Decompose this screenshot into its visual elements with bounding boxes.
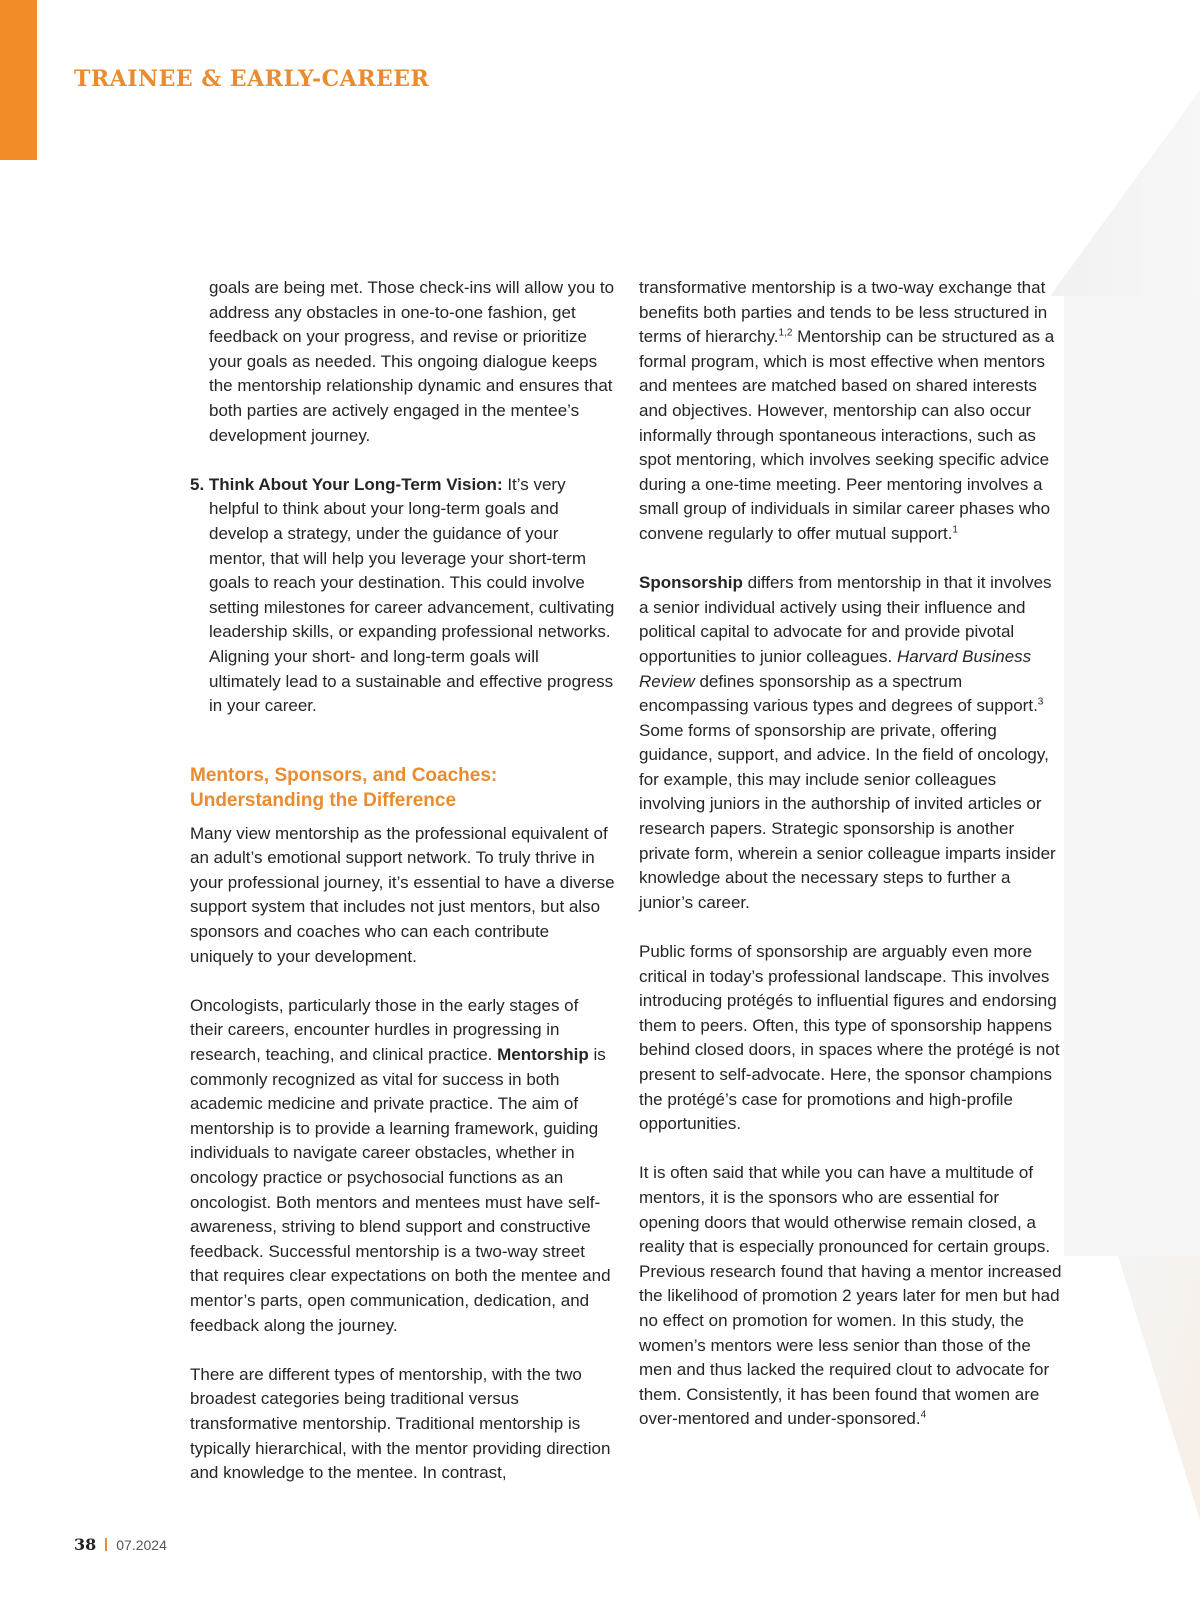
paragraph [639, 571, 1064, 915]
paragraph: Many view mentorship as the professional equivalent of an adult’s emotional support network. To truly thrive in your professional journey, it’s essential to have a diverse support system that includes not just mentors, but also sponsors and coaches who can each contribute uniquely to your development. [190, 823, 615, 966]
text-run: Oncologists, particularly those in the early stages of their careers, encounter hurdles in progressing in research, teaching, and clinical practice. [190, 995, 579, 1065]
text-run: It is often said that while you can have a multitude of mentors, it is the sponsors who are essential for opening doors that would otherwise remain closed, a reality that is especially pronounced for certain groups. Previous research found that having a mentor increased the likelihood of promotion 2 years later for men but had no effect on promotion for women. In this study, the women’s mentors were less senior than those of the men and thus lacked the required clout to advocate for them. Consistently, it has been found that women are over-mentored and under-sponsored. [639, 1163, 1062, 1429]
text-run: Mentorship can be structured as a formal program, which is most effective when mentors and mentees are matched based on shared interests and objectives. However, mentorship can also occur informally through spontaneous interactions, such as spot mentoring, which involves seeking specific advice during a one-time meeting. Peer mentoring involves a small group of individuals in similar career phases who convene regularly to offer mutual support. [639, 327, 1055, 543]
paragraph: There are different types of mentorship, with the two broadest categories being traditional versus transformative mentorship. Traditional mentorship is typically hierarchical, with the mentor providing direction and knowledge to the mentee. In contrast, [190, 1364, 611, 1483]
bold-term-sponsorship: Sponsorship [639, 573, 743, 593]
text-run: differs from mentorship in that it involves a senior individual actively using their influence and political capital to advocate for and provide pivotal opportunities to junior colleagues. [639, 573, 1052, 666]
citation-superscript: 4 [920, 1409, 927, 1421]
subheading-line-2: Understanding the Difference [190, 789, 457, 811]
list-item-text: It’s very helpful to think about your long-term goals and develop a strategy, under the guidance of your mentor, that will help you leverage your short-term goals to reach your destination. This could involve setting milestones for career advancement, cultivating leadership skills, or expanding professional networks. Aligning your short- and long-term goals will ultimately lead to a sustainable and effective progress in your career. [209, 474, 615, 716]
page-number: 38 [74, 1535, 97, 1554]
bold-term-mentorship: Mentorship [497, 1045, 589, 1065]
text-run: Some forms of sponsorship are private, offering guidance, support, and advice. In the field of oncology, for example, this may include senior colleagues involving juniors in the authorship of invited articles or research papers. Strategic sponsorship is another private form, wherein a senior colleague imparts insider knowledge about the necessary steps to further a junior’s career. [639, 720, 1056, 912]
paragraph-continued: goals are being met. Those check-ins will allow you to address any obstacles in one-to-one fashion, get feedback on your progress, and revise or prioritize your goals as needed. This ongoing dialogue keeps the mentorship relationship dynamic and ensures that both parties are actively engaged in the mentee’s development journey. [209, 278, 615, 445]
page-footer [74, 1535, 167, 1554]
paragraph: Public forms of sponsorship are arguably even more critical in today’s professional landscape. This involves introducing protégés to influential figures and endorsing them to peers. Often, this type of sponsorship happens behind closed doors, in spaces where the protégé is not present to self-advocate. Here, the sponsor champions the protégé’s case for promotions and high-profile opportunities. [639, 942, 1060, 1134]
issue-date: 07.2024 [116, 1537, 167, 1553]
text-run: is commonly recognized as vital for success in both academic medicine and private practice. The aim of mentorship is to provide a learning framework, guiding individuals to navigate career obstacles, whether in oncology practice or psychosocial functions as an oncologist. Both mentors and mentees must have self-awareness, striving to blend support and constructive feedback. Successful mentorship is a two-way street that requires clear expectations on both the mentee and mentor’s parts, open communication, dedication, and feedback along the journey. [190, 1045, 611, 1335]
citation-superscript: 1,2 [778, 327, 793, 339]
subheading [190, 763, 615, 813]
list-item-5 [190, 473, 615, 719]
list-item-label: 5. Think About Your Long-Term Vision: [190, 474, 503, 494]
section-title: TRAINEE & EARLY-CAREER [74, 66, 430, 92]
paragraph [190, 994, 615, 1338]
text-run: transformative mentorship is a two-way exchange that benefits both parties and tends to be less structured in terms of hierarchy. [639, 278, 1048, 347]
paragraph [639, 276, 1064, 547]
italic-publication-title: Harvard Business Review [639, 646, 1032, 691]
paragraph [639, 1161, 1064, 1432]
citation-superscript: 1 [952, 524, 958, 536]
text-run: defines sponsorship as a spectrum encompassing various types and degrees of support. [639, 671, 1038, 716]
orange-accent-bar [0, 0, 37, 160]
subheading-line-1: Mentors, Sponsors, and Coaches: [190, 764, 498, 786]
right-column [639, 276, 1064, 1457]
left-column [190, 276, 615, 1510]
citation-superscript: 3 [1037, 696, 1044, 708]
footer-separator [105, 1538, 107, 1551]
